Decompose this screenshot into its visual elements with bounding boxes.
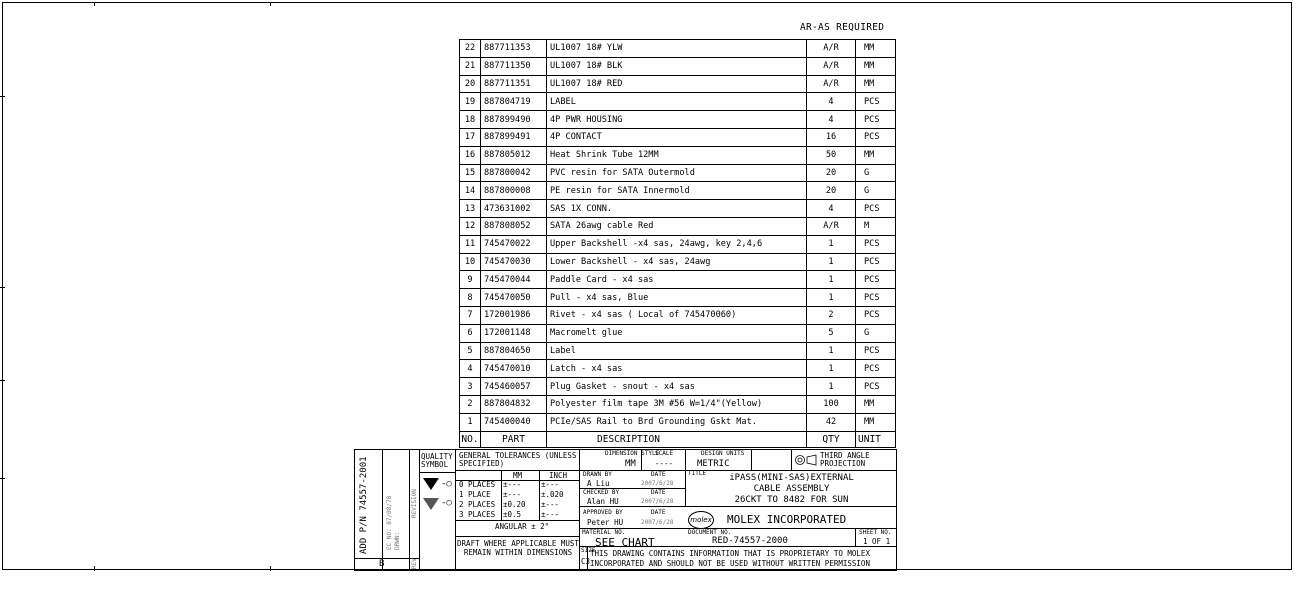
dimension-style-label: DIMENSION STYLE — [605, 450, 660, 457]
bom-row — [459, 199, 896, 217]
company-name: MOLEX INCORPORATED — [727, 513, 847, 526]
item-number: 3 — [459, 378, 480, 395]
part-number: 745470050 — [480, 289, 546, 306]
quantity: 100 — [806, 396, 855, 413]
unit: MM — [855, 58, 896, 75]
unit: M — [855, 218, 896, 235]
bom-row — [459, 57, 896, 75]
proprietary-line-2: INCORPORATED AND SHOULD NOT BE USED WITHOUT WRITTEN PERMISSION — [590, 559, 870, 568]
description: Upper Backshell -x4 sas, 24awg, key 2,4,6 — [546, 236, 806, 253]
title-line-3: 26CKT TO 8482 FOR SUN — [734, 495, 849, 505]
part-number: 745460057 — [480, 378, 546, 395]
part-number: 887804650 — [480, 343, 546, 360]
header-qty: QTY — [806, 432, 855, 448]
part-number: 172001986 — [480, 307, 546, 324]
item-number: 5 — [459, 343, 480, 360]
draft-note: DRAFT WHERE APPLICABLE MUST REMAIN WITHIN DIMENSIONS — [457, 539, 579, 557]
description: SAS 1X CONN. — [546, 200, 806, 217]
zone-tick — [0, 96, 5, 97]
quantity: 5 — [806, 325, 855, 342]
quantity: 20 — [806, 165, 855, 182]
item-number: 6 — [459, 325, 480, 342]
scale-label: SCALE — [655, 450, 674, 457]
item-number: 18 — [459, 111, 480, 128]
size: C3 — [581, 557, 591, 566]
bom-row — [459, 413, 896, 431]
bom-row — [459, 164, 896, 182]
sheet-no: 1 OF 1 — [863, 537, 891, 546]
description: UL1007 18# BLK — [546, 58, 806, 75]
part-number: 887800008 — [480, 182, 546, 199]
header-unit: UNIT — [855, 432, 896, 448]
part-number: 887805012 — [480, 147, 546, 164]
approved-by: Peter HU — [587, 518, 624, 527]
item-number: 4 — [459, 360, 480, 377]
item-number: 22 — [459, 40, 480, 57]
unit: PCS — [855, 129, 896, 146]
zone-tick — [270, 566, 271, 571]
bom-header-row — [459, 431, 896, 449]
unit: PCS — [855, 360, 896, 377]
description: Latch - x4 sas — [546, 360, 806, 377]
part-number: 745470010 — [480, 360, 546, 377]
critical-symbol-icon — [423, 478, 439, 490]
major-symbol-icon — [423, 498, 439, 510]
item-number: 9 — [459, 271, 480, 288]
unit: PCS — [855, 200, 896, 217]
quantity: 1 — [806, 271, 855, 288]
part-number: 172001148 — [480, 325, 546, 342]
bom-row — [459, 270, 896, 288]
part-number: 745470030 — [480, 254, 546, 271]
tol-mm-header: MM — [513, 471, 523, 480]
material-label: MATERIAL NO. — [582, 529, 626, 536]
unit: MM — [855, 147, 896, 164]
description: Heat Shrink Tube 12MM — [546, 147, 806, 164]
item-number: 2 — [459, 396, 480, 413]
material-no: SEE CHART — [595, 536, 655, 549]
part-number: 887804832 — [480, 396, 546, 413]
bom-row — [459, 181, 896, 199]
zone-tick — [0, 478, 5, 479]
item-number: 13 — [459, 200, 480, 217]
doc-pn-vertical: ADD P/N 74557-2001 — [359, 456, 369, 554]
quantity: 4 — [806, 93, 855, 110]
title-block: ADD P/N 74557-2001 B EC NO: 07/08/78 DRWN: REVISION REV QUALITY SYMBOL -○ -○ GENERAL TOLERANCES (UNLESS SPECIFIED) MM INCH ANGULAR ± 2° DRAFT WHERE APPLICABLE MUST REMAIN WITHIN DIMENSIONS DIMENSION STYLE MM SCALE ---- DESIGN UNITS METRIC THIRD ANGLE PROJECTION DRAWN BY DATE A Liu 2007/6/28 CHECKED BY DATE Alan HU 2007/6/28 APPROVED BY DATE Peter HU 2007/6/28 TITLE iPASS(MINI-SAS)EXTERNAL CABLE ASSEMBLY 26CKT TO 8482 FOR SUN molex MOLEX INCORPORATED MATERIAL NO. SEE CHART DOCUMENT NO. RED-74557-2000 SHEET NO. 1 OF 1 SIZE C3 THIS DRAWING CONTAINS INFORMATION THAT IS PROPRIETARY TO MOLEX INCORPORATED AND SHOULD NOT BE USED WITHOUT WRITTEN PERMISSION 0 PLACES ±--- ±--- 1 PLACE ±--- ±.020 2 PLACES ±0.20 ±--- 3 PLACES ±0.5 ±--- — [354, 449, 897, 571]
part-number: 887800042 — [480, 165, 546, 182]
quantity: A/R — [806, 58, 855, 75]
unit: G — [855, 182, 896, 199]
item-number: 1 — [459, 414, 480, 431]
item-number: 11 — [459, 236, 480, 253]
bom-row — [459, 324, 896, 342]
bom-row — [459, 306, 896, 324]
ar-note: AR-AS REQUIRED — [800, 22, 885, 33]
description: 4P PWR HOUSING — [546, 111, 806, 128]
bom-row — [459, 75, 896, 93]
checked-date-label: DATE — [651, 489, 666, 496]
description: Label — [546, 343, 806, 360]
description: UL1007 18# YLW — [546, 40, 806, 57]
description: Lower Backshell - x4 sas, 24awg — [546, 254, 806, 271]
unit: PCS — [855, 378, 896, 395]
description: Macromelt glue — [546, 325, 806, 342]
title-label: TITLE — [688, 470, 707, 477]
unit: PCS — [855, 111, 896, 128]
description: LABEL — [546, 93, 806, 110]
third-angle-projection-icon — [794, 454, 818, 466]
quantity: 1 — [806, 378, 855, 395]
quantity: A/R — [806, 40, 855, 57]
approved-date-label: DATE — [651, 509, 666, 516]
dimension-style: MM — [625, 459, 636, 469]
unit: G — [855, 325, 896, 342]
description: PVC resin for SATA Outermold — [546, 165, 806, 182]
header-description: DESCRIPTION — [546, 432, 806, 448]
tolerance-mm: ±0.20 — [503, 500, 526, 509]
sheet-label: SHEET NO. — [859, 529, 892, 536]
bom-row — [459, 128, 896, 146]
item-number: 20 — [459, 76, 480, 93]
unit: PCS — [855, 254, 896, 271]
tolerance-inch: ±--- — [541, 500, 560, 509]
angular-tolerance: ANGULAR ± 2° — [495, 522, 550, 531]
proprietary-line-1: THIS DRAWING CONTAINS INFORMATION THAT IS PROPRIETARY TO MOLEX — [590, 549, 870, 558]
part-number: 887899490 — [480, 111, 546, 128]
bom-row — [459, 288, 896, 306]
part-number: 887808052 — [480, 218, 546, 235]
title-line-1: iPASS(MINI-SAS)EXTERNAL — [729, 473, 854, 483]
bom-row — [459, 235, 896, 253]
part-number: 887804719 — [480, 93, 546, 110]
drawn-by: A Liu — [587, 479, 610, 488]
size-label: SIZE — [581, 547, 596, 554]
checked-by-label: CHECKED BY — [583, 489, 620, 496]
description: Plug Gasket - snout - x4 sas — [546, 378, 806, 395]
tolerance-places: 0 PLACES — [459, 480, 496, 489]
checked-by: Alan HU — [587, 497, 619, 506]
projection: THIRD ANGLE PROJECTION — [820, 451, 870, 469]
description: Polyester film tape 3M #56 W=1/4"(Yellow) — [546, 396, 806, 413]
header-part: PART — [480, 432, 546, 448]
design-units: METRIC — [697, 459, 730, 469]
item-number: 21 — [459, 58, 480, 75]
part-number: 473631002 — [480, 200, 546, 217]
unit: PCS — [855, 289, 896, 306]
document-label: DOCUMENT NO. — [688, 529, 732, 536]
part-number: 887711353 — [480, 40, 546, 57]
bom-row — [459, 253, 896, 271]
unit: G — [855, 165, 896, 182]
tolerance-mm: ±--- — [503, 480, 522, 489]
description: PE resin for SATA Innermold — [546, 182, 806, 199]
item-number: 7 — [459, 307, 480, 324]
quantity: 2 — [806, 307, 855, 324]
quantity: 1 — [806, 236, 855, 253]
zone-tick — [94, 566, 95, 571]
part-number: 887711351 — [480, 76, 546, 93]
unit: MM — [855, 396, 896, 413]
bom-row — [459, 110, 896, 128]
unit: PCS — [855, 236, 896, 253]
bom-row — [459, 92, 896, 110]
drawn-date: 2007/6/28 — [641, 480, 674, 487]
zone-tick — [0, 287, 5, 288]
tolerance-inch: ±--- — [541, 510, 560, 519]
bom-row — [459, 377, 896, 395]
design-units-label: DESIGN UNITS — [701, 450, 745, 457]
molex-logo: molex — [688, 511, 714, 529]
unit: PCS — [855, 307, 896, 324]
approved-date: 2007/6/28 — [641, 519, 674, 526]
rev-letter: B — [379, 559, 385, 569]
quality-symbol-label: QUALITY SYMBOL — [421, 452, 453, 470]
zone-tick — [0, 380, 5, 381]
tolerance-mm: ±0.5 — [503, 510, 522, 519]
quantity: 4 — [806, 111, 855, 128]
quantity: 4 — [806, 200, 855, 217]
unit: MM — [855, 76, 896, 93]
header-no: NO. — [459, 432, 480, 448]
tol-inch-header: INCH — [549, 471, 568, 480]
bom-row — [459, 359, 896, 377]
bill-of-materials — [459, 39, 896, 448]
tolerance-places: 2 PLACES — [459, 500, 496, 509]
tolerance-places: 1 PLACE — [459, 490, 491, 499]
drawn-by-label: DRAWN BY — [583, 471, 612, 478]
description: 4P CONTACT — [546, 129, 806, 146]
part-number: 745400040 — [480, 414, 546, 431]
part-number: 887899491 — [480, 129, 546, 146]
item-number: 10 — [459, 254, 480, 271]
description: Rivet - x4 sas ( Local of 745470060) — [546, 307, 806, 324]
quantity: 1 — [806, 289, 855, 306]
tolerances-title: GENERAL TOLERANCES (UNLESS SPECIFIED) — [459, 451, 577, 469]
description: PCIe/SAS Rail to Brd Grounding Gskt Mat. — [546, 414, 806, 431]
quantity: 50 — [806, 147, 855, 164]
quantity: 1 — [806, 343, 855, 360]
unit: PCS — [855, 271, 896, 288]
part-number: 887711350 — [480, 58, 546, 75]
quantity: 20 — [806, 182, 855, 199]
unit: MM — [855, 40, 896, 57]
description: UL1007 18# RED — [546, 76, 806, 93]
tolerance-mm: ±--- — [503, 490, 522, 499]
title-line-2: CABLE ASSEMBLY — [753, 484, 830, 494]
tolerance-inch: ±--- — [541, 480, 560, 489]
item-number: 14 — [459, 182, 480, 199]
quantity: 16 — [806, 129, 855, 146]
zone-tick — [270, 2, 271, 6]
unit: PCS — [855, 343, 896, 360]
description: Pull - x4 sas, Blue — [546, 289, 806, 306]
tolerance-places: 3 PLACES — [459, 510, 496, 519]
bom-row — [459, 217, 896, 235]
unit: PCS — [855, 93, 896, 110]
part-number: 745470044 — [480, 271, 546, 288]
scale: ---- — [655, 459, 674, 468]
part-number: 745470022 — [480, 236, 546, 253]
item-number: 12 — [459, 218, 480, 235]
quantity: 1 — [806, 360, 855, 377]
document-no: RED-74557-2000 — [712, 536, 788, 546]
quantity: A/R — [806, 218, 855, 235]
bom-row — [459, 395, 896, 413]
approved-by-label: APPROVED BY — [583, 509, 623, 516]
bom-row — [459, 342, 896, 360]
drawn-date-label: DATE — [651, 471, 666, 478]
quantity: 1 — [806, 254, 855, 271]
item-number: 16 — [459, 147, 480, 164]
quantity: 42 — [806, 414, 855, 431]
quantity: A/R — [806, 76, 855, 93]
unit: MM — [855, 414, 896, 431]
description: Paddle Card - x4 sas — [546, 271, 806, 288]
checked-date: 2007/6/28 — [641, 498, 674, 505]
item-number: 17 — [459, 129, 480, 146]
item-number: 8 — [459, 289, 480, 306]
description: SATA 26awg cable Red — [546, 218, 806, 235]
bom-row — [459, 39, 896, 57]
item-number: 15 — [459, 165, 480, 182]
tolerance-inch: ±.020 — [541, 490, 564, 499]
item-number: 19 — [459, 93, 480, 110]
bom-row — [459, 146, 896, 164]
zone-tick — [94, 2, 95, 6]
